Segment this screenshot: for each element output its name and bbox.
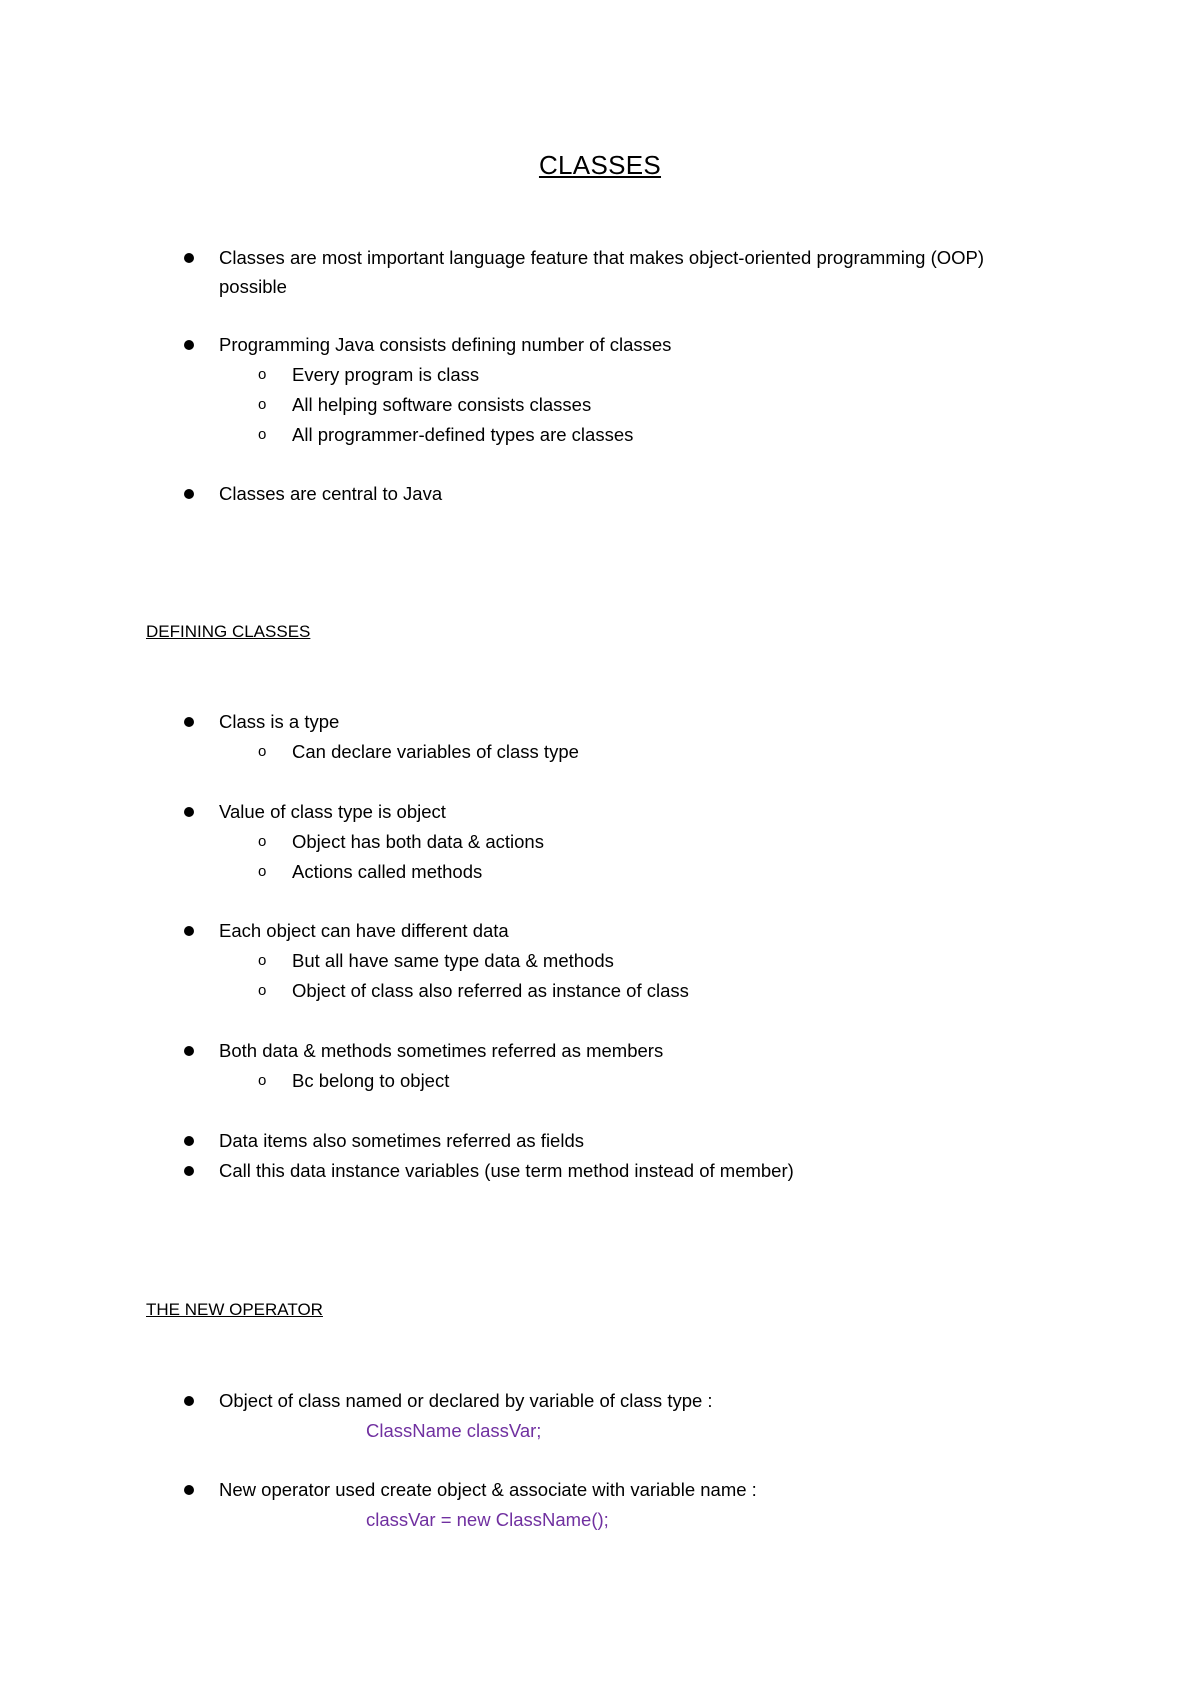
new-operator-bullet-2: New operator used create object & associate with variable name : xyxy=(219,1479,757,1500)
sub-bullet-marker: o xyxy=(258,982,267,999)
intro-sub-3: All programmer-defined types are classes xyxy=(292,424,634,445)
defining-sub-2a: Object has both data & actions xyxy=(292,831,544,852)
section-heading-new-operator: THE NEW OPERATOR xyxy=(146,1300,323,1319)
bullet-dot xyxy=(184,1166,194,1176)
defining-sub-4: Bc belong to object xyxy=(292,1070,450,1091)
defining-bullet-2: Value of class type is object xyxy=(219,801,446,822)
section-heading-defining-classes: DEFINING CLASSES xyxy=(146,622,311,641)
bullet-dot xyxy=(184,1136,194,1146)
sub-bullet-marker: o xyxy=(258,863,267,880)
defining-bullet-3: Each object can have different data xyxy=(219,920,509,941)
bullet-dot xyxy=(184,253,194,263)
bullet-dot xyxy=(184,1046,194,1056)
defining-sub-1: Can declare variables of class type xyxy=(292,741,579,762)
intro-sub-2: All helping software consists classes xyxy=(292,394,592,415)
new-operator-bullet-1: Object of class named or declared by variable of class type : xyxy=(219,1390,713,1411)
defining-bullet-5: Data items also sometimes referred as fields xyxy=(219,1130,584,1151)
defining-sub-2b: Actions called methods xyxy=(292,861,483,882)
code-snippet-instantiation: classVar = new ClassName(); xyxy=(366,1509,609,1530)
sub-bullet-marker: o xyxy=(258,833,267,850)
bullet-dot xyxy=(184,1485,194,1495)
bullet-dot xyxy=(184,807,194,817)
bullet-dot xyxy=(184,717,194,727)
intro-bullet-1-line-2: possible xyxy=(219,276,287,297)
bullet-dot xyxy=(184,340,194,350)
bullet-dot xyxy=(184,489,194,499)
intro-bullet-3: Classes are central to Java xyxy=(219,483,443,504)
defining-bullet-4: Both data & methods sometimes referred as members xyxy=(219,1040,664,1061)
bullet-dot xyxy=(184,1396,194,1406)
sub-bullet-marker: o xyxy=(258,396,267,413)
page-title: CLASSES xyxy=(538,150,662,180)
defining-bullet-1: Class is a type xyxy=(219,711,340,732)
bullet-dot xyxy=(184,926,194,936)
sub-bullet-marker: o xyxy=(258,366,267,383)
code-snippet-declaration: ClassName classVar; xyxy=(366,1420,542,1441)
intro-bullet-1-line-1: Classes are most important language feature that makes object-oriented programming (OOP) xyxy=(219,247,985,268)
sub-bullet-marker: o xyxy=(258,1072,267,1089)
defining-bullet-6: Call this data instance variables (use term method instead of member) xyxy=(219,1160,794,1181)
defining-sub-3a: But all have same type data & methods xyxy=(292,950,614,971)
sub-bullet-marker: o xyxy=(258,426,267,443)
sub-bullet-marker: o xyxy=(258,743,267,760)
defining-sub-3b: Object of class also referred as instance of class xyxy=(292,980,689,1001)
intro-sub-1: Every program is class xyxy=(292,364,480,385)
intro-bullet-2: Programming Java consists defining number of classes xyxy=(219,334,672,355)
sub-bullet-marker: o xyxy=(258,952,267,969)
